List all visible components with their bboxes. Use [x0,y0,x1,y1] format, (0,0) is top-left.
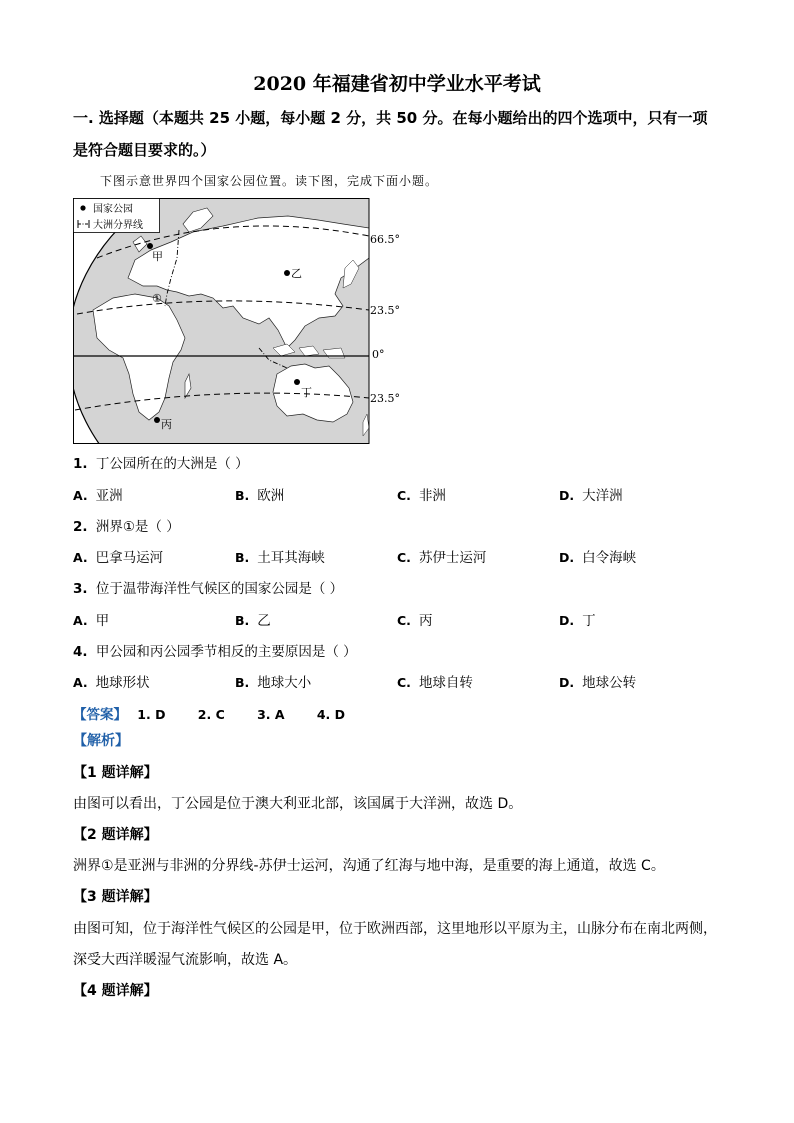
detail-2-heading: 【2 题详解】 [73,827,158,843]
option-c[interactable]: C. 苏伊士运河 [397,550,487,566]
detail-1-text: 由图可以看出，丁公园是位于澳大利亚北部，该国属于大洋洲，故选 D。 [73,796,523,812]
option-c[interactable]: C. 地球自转 [397,675,473,691]
boundary-marker-1: ① [152,292,162,305]
park-jia-label: 甲 [152,250,163,263]
question-text: 甲公园和丙公园季节相反的主要原因是（ ） [95,644,357,660]
question-number: 3. [73,581,88,597]
analysis-tag: 【解析】 [73,733,129,749]
question-3 [73,577,343,597]
answer-row [73,703,367,723]
park-ding-marker [294,379,300,385]
option-d[interactable]: D. 白令海峡 [559,550,637,566]
park-bing-marker [154,417,160,423]
question-number: 1. [73,456,88,472]
answer-item: 4. D [316,707,346,722]
answer-tag: 【答案】 [73,707,127,723]
option-b[interactable]: B. 土耳其海峡 [235,550,325,566]
park-yi-label: 乙 [291,267,302,280]
option-a[interactable]: A. 甲 [73,613,110,629]
detail-4-heading: 【4 题详解】 [73,983,158,999]
option-b[interactable]: B. 地球大小 [235,675,312,691]
answer-item: 2. C [197,707,225,722]
detail-2-text: 洲界①是亚洲与非洲的分界线-苏伊士运河，沟通了红海与地中海，是重要的海上通道，故选 C。 [73,858,665,874]
option-d[interactable]: D. 大洋洲 [559,488,623,504]
option-c[interactable]: C. 丙 [397,613,433,629]
lat-label-23s: 23.5° [370,392,400,405]
option-a[interactable]: A. 亚洲 [73,488,123,504]
option-b[interactable]: B. 乙 [235,613,271,629]
question-text: 丁公园所在的大洲是（ ） [95,456,249,472]
option-d[interactable]: D. 丁 [559,613,596,629]
option-a[interactable]: A. 地球形状 [73,675,150,691]
detail-1-heading: 【1 题详解】 [73,765,158,781]
park-bing-label: 丙 [161,418,172,431]
option-a[interactable]: A. 巴拿马运河 [73,550,164,566]
option-c[interactable]: C. 非洲 [397,488,446,504]
question-4 [73,640,357,660]
answer-item: 3. A [257,707,285,722]
section-heading-line2: 是符合题目要求的。） [73,141,216,159]
question-number: 4. [73,644,88,660]
legend-boundary-label: 大洲分界线 [93,220,143,231]
option-d[interactable]: D. 地球公转 [559,675,637,691]
detail-3-text-line1: 由图可知，位于海洋性气候区的公园是甲，位于欧洲西部，这里地形以平原为主，山脉分布在南北两侧， [73,921,717,937]
question-text: 洲界①是（ ） [95,519,180,535]
legend-park-marker [80,205,85,210]
detail-3-heading: 【3 题详解】 [73,889,158,905]
park-jia-marker [147,243,153,249]
lat-label-66: 66.5° [370,233,400,246]
option-b[interactable]: B. 欧洲 [235,488,285,504]
section-heading-line1: 一. 选择题（本题共 25 小题，每小题 2 分，共 50 分。在每小题给出的四个选项中，只有一项 [73,109,708,127]
answer-item: 1. D [137,707,166,722]
lat-label-0: 0° [372,348,385,361]
lat-label-23n: 23.5° [370,304,400,317]
question-1 [73,452,249,472]
detail-3-text-line2: 深受大西洋暖湿气流影响，故选 A。 [73,952,298,968]
question-text: 位于温带海洋性气候区的国家公园是（ ） [95,581,344,597]
question-2 [73,515,180,535]
legend-park-label: 国家公园 [93,204,133,215]
question-number: 2. [73,519,88,535]
question-intro: 下图示意世界四个国家公园位置。读下图，完成下面小题。 [100,174,439,188]
world-map-figure [73,198,403,444]
page-title: 2020 年福建省初中学业水平考试 [253,73,541,95]
park-yi-marker [284,270,290,276]
park-ding-label: 丁 [301,386,312,399]
